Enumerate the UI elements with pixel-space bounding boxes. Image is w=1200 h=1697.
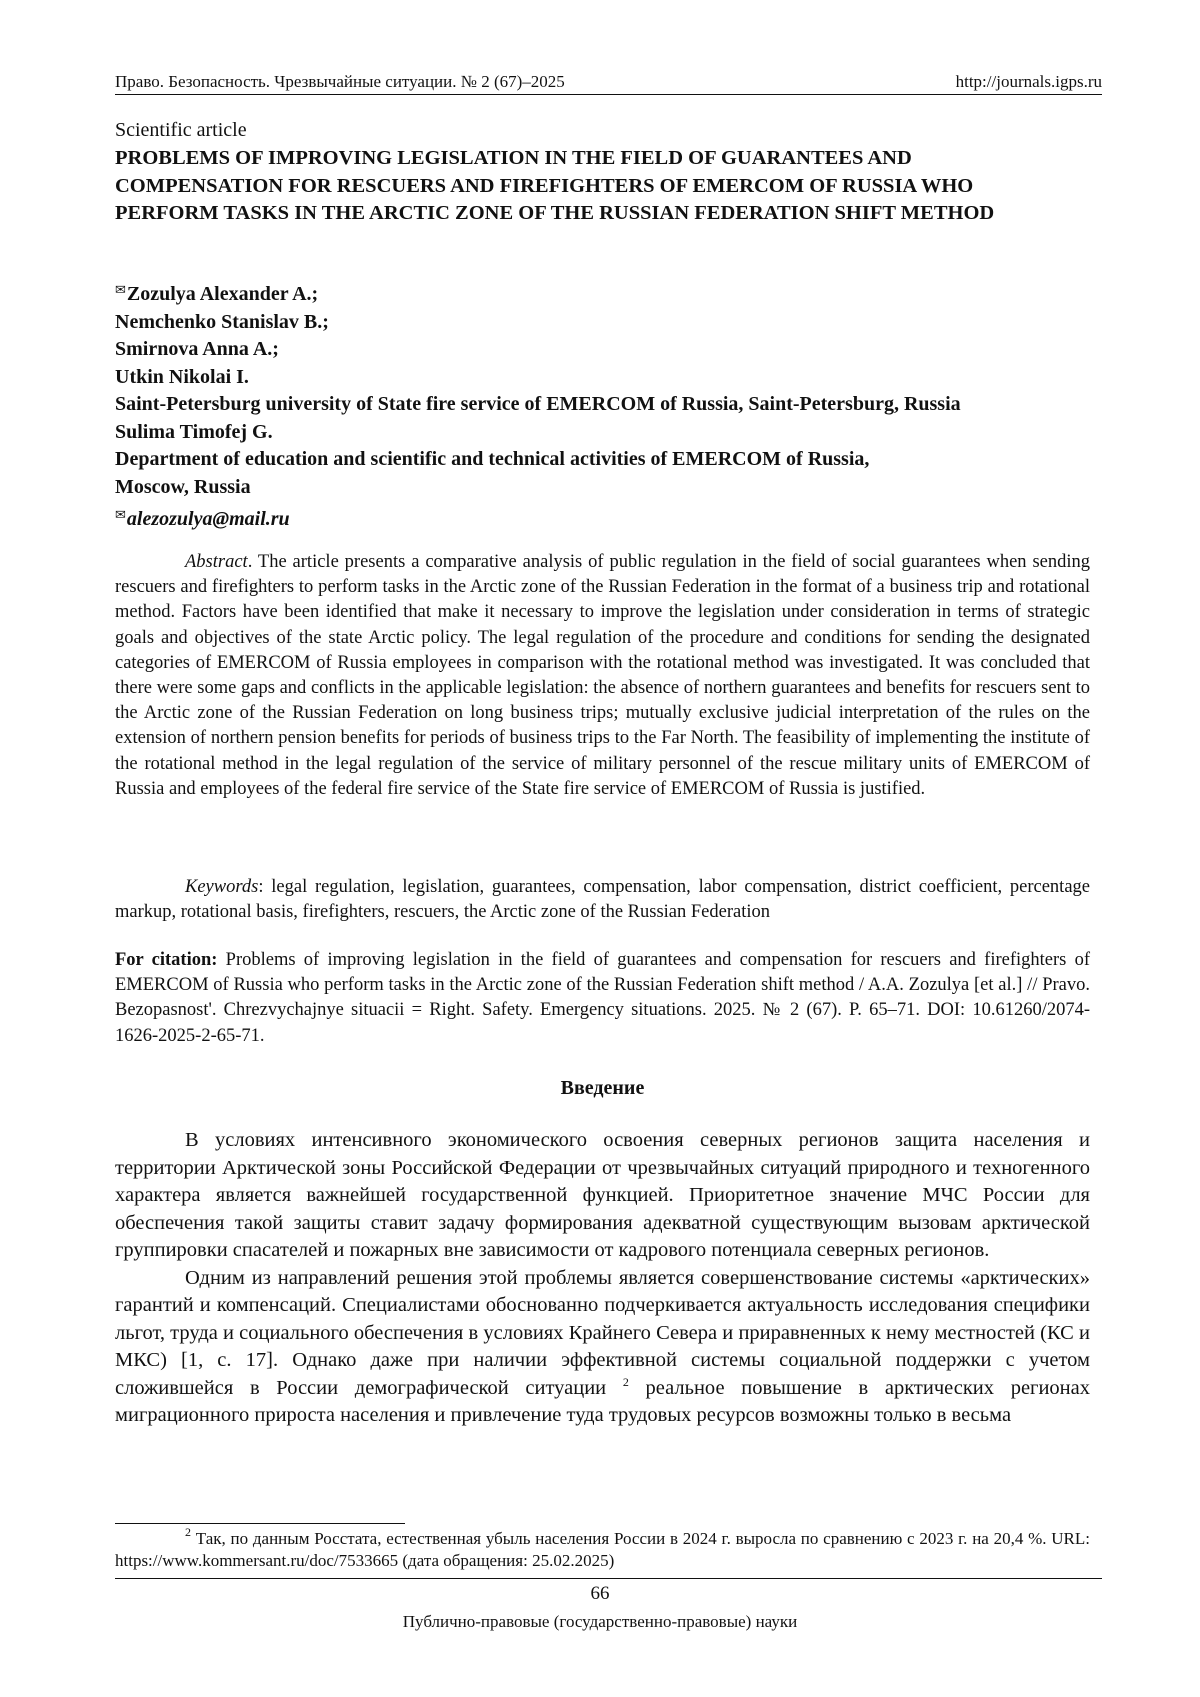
authors-block [115, 276, 1105, 534]
author-affiliation: Department of education and scientific and technical activities of EMERCOM of Russia, [115, 448, 870, 470]
abstract-label: Abstract [185, 552, 248, 572]
body-paragraph-text: реальное повышение в арктических регионах миграционного прироста населения и привлечение туда трудовых ресурсов возможны только в весьма [115, 1376, 1091, 1426]
keywords [115, 875, 1090, 925]
abstract [115, 550, 1090, 802]
footnote-text: Так, по данным Росстата, естественная убыль населения России в 2024 г. выросла по сравнению с 2023 г. на 20,4 %. URL: https://www.kommersant.ru/doc/7533665 (дата обращения: 25.02.2025) [115, 1529, 1090, 1570]
author-affiliation-city: Moscow, Russia [115, 475, 251, 498]
author-name: Smirnova Anna A.; [115, 338, 279, 360]
footer-divider [115, 1578, 1102, 1579]
author-email-line [115, 501, 1105, 534]
article-title: PROBLEMS OF IMPROVING LEGISLATION IN THE FIELD OF GUARANTEES AND COMPENSATION FOR RESCUERS AND FIREFIGHTERS OF EMERCOM OF RUSSIA WHO PERFORM TASKS IN THE ARCTIC ZONE OF THE RUSSIAN FEDERATION SHIFT METHOD [115, 147, 995, 224]
envelope-icon: ✉ [115, 282, 126, 297]
author-affiliation: Saint-Petersburg university of State fire service of EMERCOM of Russia, Saint-Petersburg, Russia [115, 393, 961, 415]
body-paragraph: В условиях интенсивного экономического освоения северных регионов защита населения и территории Арктической зоны Российской Федерации от чрезвычайных ситуаций природного и техногенного характера является важнейшей государственной функцией. Приоритетное значение МЧС России для обеспечения такой защиты ставит задачу формирования адекватной существующим вызовам арктической группировки спасателей и пожарных вне зависимости от кадрового потенциала северных регионов. [115, 1129, 1090, 1261]
envelope-icon: ✉ [115, 507, 126, 522]
citation-text: Problems of improving legislation in the field of guarantees and compensation for rescuers and firefighters of EMERCOM of Russia who perform tasks in the Arctic zone of the Russian Federation shift method / A.A. Zozulya [et al.] // Pravo. Bezopasnost'. Chrezvychajnye situacii = Right. Safety. Emergency situations. 2025. № 2 (67). P. 65–71. DOI: 10.61260/2074-1626-2025-2-65-71. [115, 950, 1090, 1046]
journal-name: Право. Безопасность. Чрезвычайные ситуации. № 2 (67)–2025 [115, 72, 565, 91]
citation-label: For citation: [115, 950, 218, 970]
body-paragraph-text: Одним из направлений решения этой проблемы является совершенствование системы «арктических» гарантий и компенсаций. Специалистами обоснованно подчеркивается актуальность исследования специфики льгот, труда и социального обеспечения в условиях Крайнего Севера и приравненных к нему местностей (КС и МКС) [1, с. 17]. Однако даже при наличии эффективной системы социальной поддержки с учетом сложившейся в России демографической ситуации [115, 1266, 1090, 1399]
footnote-divider [115, 1523, 405, 1524]
author-email[interactable]: alezozulya@mail.ru [126, 508, 290, 530]
keywords-text: : legal regulation, legislation, guarantees, compensation, labor compensation, district coefficient, percentage markup, rotational basis, firefighters, rescuers, the Arctic zone of the Russian Federation [115, 877, 1090, 923]
citation [115, 948, 1090, 1049]
article-type: Scientific article [115, 119, 247, 141]
body-paragraph [115, 1265, 1090, 1430]
author-name: Sulima Timofej G. [115, 420, 273, 443]
abstract-text: . The article presents a comparative analysis of public regulation in the field of social guarantees when sending rescuers and firefighters to perform tasks in the Arctic zone of the Russian Federation in the format of a business trip and rotational method. Factors have been identified that make it necessary to improve the legislation under consideration in terms of strategic goals and objectives of the state Arctic policy. The legal regulation of the procedure and conditions for sending the designated categories of EMERCOM of Russia employees in comparison with the rotational method was investigated. It was concluded that there were some gaps and conflicts in the applicable legislation: the absence of northern guarantees and benefits for rescuers sent to the Arctic zone of the Russian Federation on long business trips; mutually exclusive judicial interpretation of the rules on the extension of northern pension benefits for periods of business trips to the Far North. The feasibility of implementing the institute of the rotational method in the legal regulation of the service of military personnel of the rescue military units of EMERCOM of Russia and employees of the federal fire service of the State fire service of EMERCOM of Russia is justified. [115, 552, 1090, 799]
author-name: Nemchenko Stanislav B.; [115, 310, 329, 333]
page-number: 66 [590, 1583, 610, 1604]
author-name: Zozulya Alexander A.; [126, 283, 319, 305]
author-line [115, 276, 1105, 309]
footnote-marker: 2 [185, 1525, 191, 1539]
running-footer: Публично-правовые (государственно-правовые) науки [402, 1612, 798, 1631]
section-heading: Введение [560, 1077, 645, 1099]
keywords-label: Keywords [185, 877, 259, 897]
footnote [115, 1525, 1090, 1572]
running-header [115, 72, 1102, 95]
author-name: Utkin Nikolai I. [115, 365, 249, 388]
journal-url[interactable]: http://journals.igps.ru [955, 72, 1102, 91]
body-text [115, 1127, 1090, 1430]
footnote-reference[interactable]: 2 [622, 1374, 629, 1389]
